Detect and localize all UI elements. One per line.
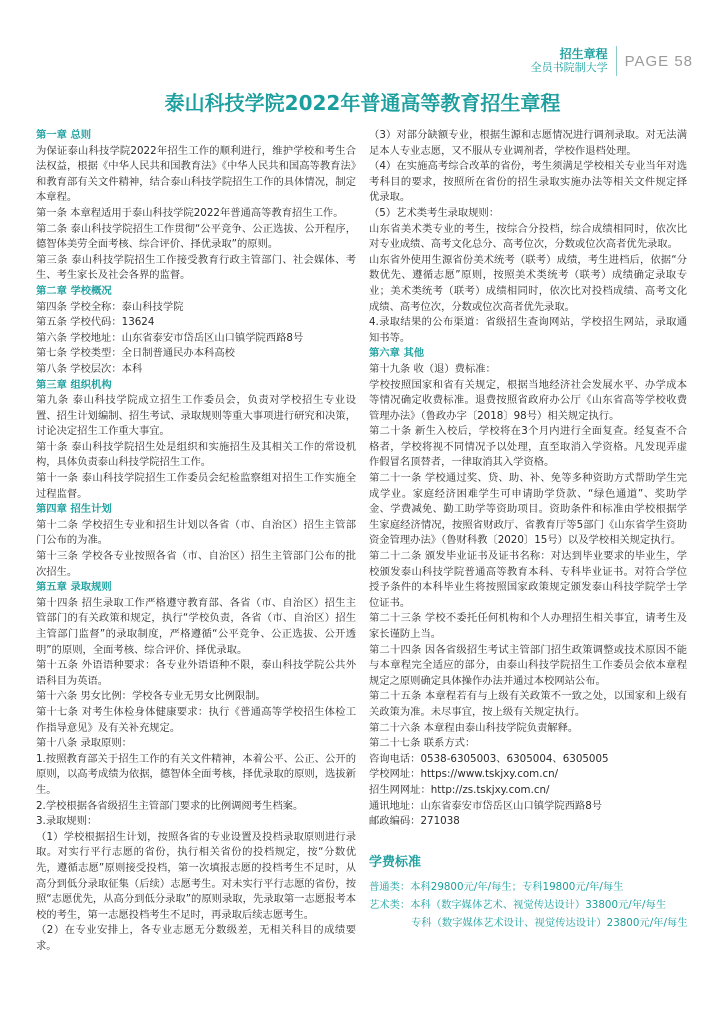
tuition-line-general: 普通类：本科29800元/年/每生；专科19800元/年/每生 (369, 881, 624, 893)
paragraph: 第一条 本章程适用于泰山科技学院2022年普通高等教育招生工作。 (36, 206, 344, 219)
paragraph: （2）在专业安排上，各专业志愿无分数级差，无相关科目的成绩要求。 (36, 924, 356, 952)
paragraph: 第二十条 新生入校后，学校将在3个月内进行全面复查。经复查不合格者，学校将视不同情况予以处理，直至取消入学资格。凡发现弄虚作假冒名顶替者，一律取消其入学资格。 (369, 425, 687, 469)
paragraph: 第九条 泰山科技学院成立招生工作委员会，负责对学校招生专业设置、招生计划编制、招生考试、录取规则等重大事项进行研究和决策，讨论决定招生工作重大事宜。 (36, 394, 356, 438)
header-brand: 招生章程 (559, 47, 608, 61)
chapter-heading: 第四章 招生计划 (36, 503, 112, 516)
paragraph: 第十一条 泰山科技学院招生工作委员会纪检监察组对招生工作实施全过程监督。 (36, 472, 356, 500)
paragraph: 3.录取规则： (36, 815, 98, 828)
paragraph: 第五条 学校代码：13624 (36, 316, 155, 329)
paragraph: 第二十二条 颁发毕业证书及证书名称：对达到毕业要求的毕业生，学校颁发泰山科技学院普通高等教育本科、专科毕业证书。对符合学位授予条件的本科毕业生将按照国家政策规定颁发泰山科技学院学士学位证书。 (369, 550, 687, 609)
paragraph: 第十条 泰山科技学院招生处是组织和实施招生及其相关工作的常设机构，具体负责泰山科技学院招生工作。 (36, 440, 356, 469)
paragraph: 咨询电话：0538-6305003、6305004、6305005 (369, 752, 609, 765)
page-number: PAGE 58 (624, 52, 693, 70)
paragraph: 第二十一条 学校通过奖、贷、助、补、免等多种资助方式帮助学生完成学业。家庭经济困难学生可申请助学贷款、“绿色通道”、奖助学金、学费减免、勤工助学等资助项目。资助条件和标准由学校根据学生家庭经济情况，按照省财政厅、省教育厅等5部门《山东省学生资助资金管理办法》（鲁财科教〔2020〕15号）以及学校相关规定执行。 (369, 472, 687, 547)
paragraph: （1）学校根据招生计划，按照各省的专业设置及投档录取原则进行录取。对实行平行志愿的省份，执行相关省份的投档规定，按“分数优先，遵循志愿”原则接受投档，第一次填报志愿的投档考生不足时，从高分到低分录取征集（后续）志愿考生。对未实行平行志愿的省份，按照“志愿优先，从高分到低分录取”的原则录取，先录取第一志愿报考本校的考生，第一志愿投档考生不足时，再录取后续志愿考生。 (36, 830, 356, 921)
paragraph: 第十九条 收（退）费标准： (369, 362, 496, 375)
header-text (531, 47, 608, 75)
paragraph: 为保证泰山科技学院2022年招生工作的顺利进行，维护学校和考生合法权益，根据《中华人民共和国教育法》《中华人民共和国高等教育法》和教育部有关文件精神，结合泰山科技学院招生工作的具体情况，制定本章程。 (36, 144, 356, 204)
paragraph: （3）对部分缺额专业，根据生源和志愿情况进行调剂录取。对无法满足本人专业志愿，又不服从专业调剂者，学校作退档处理。 (369, 129, 687, 157)
paragraph: 第二十七条 联系方式： (369, 737, 476, 750)
paragraph: 第十八条 录取原则： (36, 737, 132, 750)
paragraph: 1.按照教育部关于招生工作的有关文件精神，本着公平、公正、公开的原则，以高考成绩为依据，德智体全面考核，择优录取的原则，选拔新生。 (36, 752, 356, 796)
paragraph: （5）艺术类考生录取规则： (369, 206, 500, 219)
page-title: 泰山科技学院2022年普通高等教育招生章程 (164, 91, 561, 115)
paragraph: 学校按照国家和省有关规定，根据当地经济社会发展水平、办学成本等情况确定收费标准。退费按照省政府办公厅《山东省高等学校收费管理办法》（鲁政办字〔2018〕98号）相关规定执行。 (369, 378, 687, 422)
chapter-heading: 第六章 其他 (369, 347, 425, 360)
chapter-heading: 第三章 组织机构 (36, 378, 112, 391)
paragraph: 招生网网址：http://zs.tskjxy.com.cn/ (369, 783, 550, 796)
tuition-line-art-undergrad: 艺术类：本科（数字媒体艺术、视觉传达设计）33800元/年/每生 (369, 899, 667, 911)
paragraph: 第二十四条 因各省级招生考试主管部门招生政策调整或技术原因不能与本章程完全适应的部分，由泰山科技学院招生工作委员会依本章程规定之原则确定具体操作办法并通过本校网站公布。 (369, 643, 687, 687)
paragraph: 山东省美术类专业的考生，按综合分投档，综合成绩相同时，依次比对专业成绩、高考文化总分、高考位次，分数或位次高者优先录取。 (369, 222, 687, 251)
paragraph: 2.学校根据各省级招生主管部门要求的比例调阅考生档案。 (36, 799, 304, 812)
header-divider (616, 46, 617, 76)
paragraph: 第三条 泰山科技学院招生工作接受教育行政主管部门、社会媒体、考生、考生家长及社会各界的监督。 (36, 253, 356, 282)
right-column (369, 128, 687, 830)
tuition-section (369, 854, 699, 932)
header-slogan: 全员书院制大学 (530, 61, 608, 74)
tuition-line-art-junior: 专科（数字媒体艺术设计、视觉传达设计）23800元/年/每生 (411, 917, 688, 929)
paragraph: 第四条 学校全称：泰山科技学院 (36, 300, 184, 313)
paragraph: 第八条 学校层次：本科 (36, 362, 143, 375)
paragraph: （4）在实施高考综合改革的省份，考生须满足学校相关专业当年对选考科目的要求，按照所在省份的招生录取实施办法等相关文件规定择优录取。 (369, 160, 687, 204)
chapter-heading: 第一章 总则 (36, 129, 92, 141)
paragraph: 第十七条 对考生体检身体健康要求：执行《普通高等学校招生体检工作指导意见》及有关补充规定。 (36, 705, 356, 734)
paragraph: 第十三条 学校各专业按照各省（市、自治区）招生主管部门公布的批次招生。 (36, 550, 356, 578)
paragraph: 第六条 学校地址：山东省泰安市岱岳区山口镇学院西路8号 (36, 331, 304, 344)
paragraph: 第七条 学校类型：全日制普通民办本科高校 (36, 347, 235, 360)
page-header (531, 46, 693, 76)
paragraph: 第二十三条 学校不委托任何机构和个人办理招生相关事宜，请考生及家长谨防上当。 (369, 612, 687, 640)
paragraph: 邮政编码：271038 (369, 815, 460, 828)
paragraph: 第十五条 外语语种要求：各专业外语语种不限，泰山科技学院公共外语科目为英语。 (36, 659, 356, 687)
tuition-title: 学费标准 (369, 855, 422, 870)
left-column (36, 128, 356, 954)
paragraph: 学校网址：https://www.tskjxy.com.cn/ (369, 768, 559, 781)
paragraph: 通讯地址：山东省泰安市岱岳区山口镇学院西路8号 (369, 799, 603, 812)
paragraph: 第二十六条 本章程由泰山科技学院负责解释。 (369, 721, 579, 734)
chapter-heading: 第五章 录取规则 (36, 581, 112, 594)
paragraph: 山东省外使用生源省份美术统考（联考）成绩，考生进档后，依据“分数优先、遵循志愿”原则，按照美术类统考（联考）成绩确定录取专业；美术类统考（联考）成绩相同时，依次比对投档成绩、高考文化成绩、高考位次，分数或位次高者优先录取。 (369, 253, 687, 313)
paragraph: 第十四条 招生录取工作严格遵守教育部、各省（市、自治区）招生主管部门的有关政策和规定，执行“学校负责，各省（市、自治区）招生主管部门监督”的录取制度，严格遵循“公平竞争、公正选拔、公开透明”的原则，全面考核、综合评价、择优录取。 (36, 596, 356, 656)
chapter-heading: 第二章 学校概况 (36, 284, 112, 297)
paragraph: 4.录取结果的公布渠道：省级招生查询网站，学校招生网站，录取通知书等。 (369, 316, 687, 344)
paragraph: 第十二条 学校招生专业和招生计划以各省（市、自治区）招生主管部门公布的为准。 (36, 518, 356, 547)
paragraph: 第二十五条 本章程若有与上级有关政策不一致之处，以国家和上级有关政策为准。未尽事宜，按上级有关规定执行。 (369, 690, 687, 718)
paragraph: 第二条 泰山科技学院招生工作贯彻“公平竞争、公正选拔、公开程序，德智体美劳全面考核、综合评价、择优录取”的原则。 (36, 222, 356, 251)
paragraph: 第十六条 男女比例：学校各专业无男女比例限制。 (36, 690, 266, 703)
